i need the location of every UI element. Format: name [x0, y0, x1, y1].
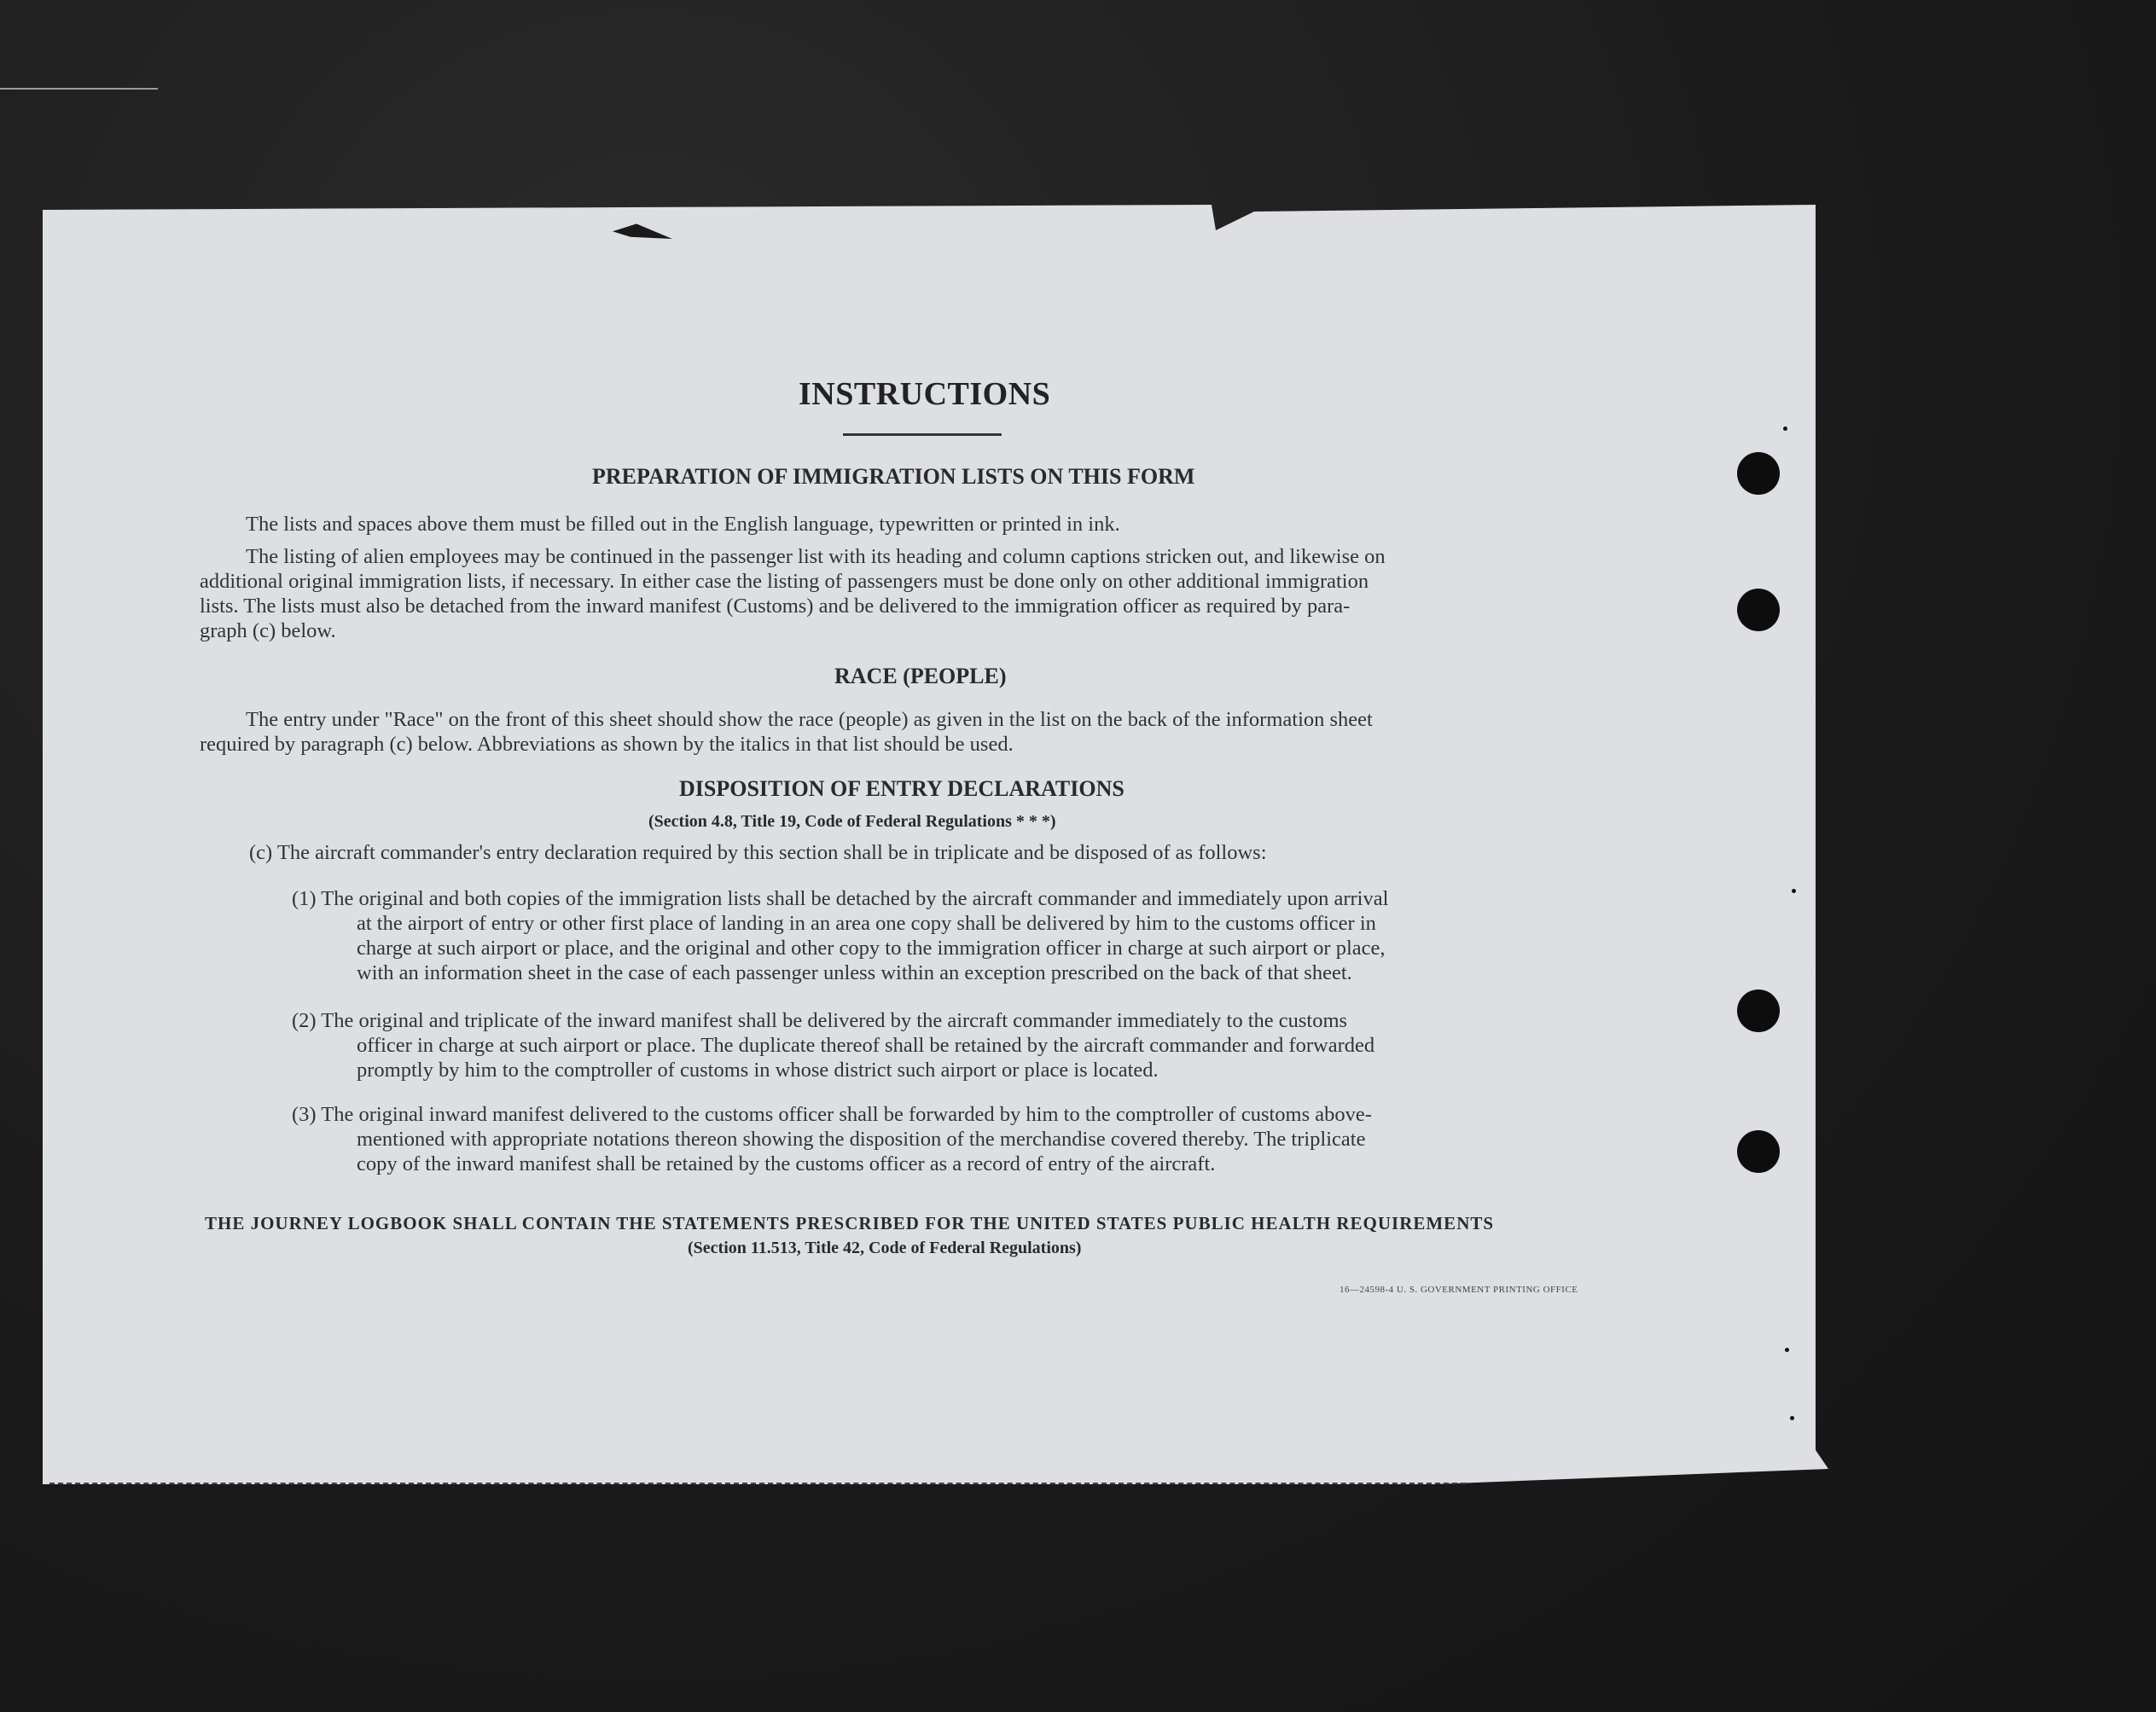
paragraph-alien-line-2: additional original immigration lists, if necessary. In either case the listing of passengers must be done only on other additional immigration: [200, 570, 1369, 593]
footer-statement: THE JOURNEY LOGBOOK SHALL CONTAIN THE STATEMENTS PRESCRIBED FOR THE UNITED STATES PUBLIC HEALTH REQUIREMENTS: [205, 1213, 1495, 1233]
paragraph-lists-language: The lists and spaces above them must be filled out in the English language, typewritten or printed in ink.: [246, 513, 1120, 536]
paragraph-alien-line-1: The listing of alien employees may be continued in the passenger list with its heading and column captions stricken out, and likewise on: [246, 545, 1386, 568]
page-title: INSTRUCTIONS: [799, 376, 1051, 412]
paragraph-disposition-intro: (c) The aircraft commander's entry declaration required by this section shall be in triplicate and be disposed of as follows:: [249, 841, 1267, 864]
section-citation: (Section 4.8, Title 19, Code of Federal Regulations * * *): [648, 812, 1056, 831]
paragraph-alien-line-3: lists. The lists must also be detached from the inward manifest (Customs) and be delivered to the immigration officer as required by para-: [200, 595, 1351, 618]
item-1-line-2: at the airport of entry or other first place of landing in an area one copy shall be delivered by him to the customs officer in: [357, 912, 1376, 935]
section-heading-disposition: DISPOSITION OF ENTRY DECLARATIONS: [679, 776, 1124, 801]
paragraph-race-line-1: The entry under "Race" on the front of this sheet should show the race (people) as given in the list on the back of the information sheet: [246, 708, 1373, 731]
item-1-line-1: (1) The original and both copies of the immigration lists shall be detached by the aircraft commander and immediately upon arrival: [292, 887, 1389, 910]
item-3-line-2: mentioned with appropriate notations thereon showing the disposition of the merchandise covered thereby. The triplicate: [357, 1128, 1366, 1151]
item-1-line-3: charge at such airport or place, and the original and other copy to the immigration officer in charge at such airport or place,: [357, 937, 1386, 960]
title-underline: [843, 433, 1002, 436]
section-heading-preparation: PREPARATION OF IMMIGRATION LISTS ON THIS FORM: [592, 464, 1195, 489]
item-3-line-3: copy of the inward manifest shall be retained by the customs officer as a record of entry of the aircraft.: [357, 1152, 1216, 1175]
footer-citation: (Section 11.513, Title 42, Code of Federal Regulations): [688, 1239, 1082, 1257]
paragraph-alien-line-4: graph (c) below.: [200, 619, 336, 642]
item-2-line-3: promptly by him to the comptroller of customs in whose district such airport or place is located.: [357, 1059, 1159, 1082]
printing-office-mark: 16—24598-4 U. S. GOVERNMENT PRINTING OFFICE: [1340, 1285, 1578, 1295]
section-heading-race: RACE (PEOPLE): [834, 664, 1007, 688]
paragraph-race-line-2: required by paragraph (c) below. Abbreviations as shown by the italics in that list should be used.: [200, 733, 1014, 756]
item-1-line-4: with an information sheet in the case of each passenger unless within an exception prescribed on the back of that sheet.: [357, 961, 1352, 984]
item-2-line-1: (2) The original and triplicate of the inward manifest shall be delivered by the aircraft commander immediately to the customs: [292, 1009, 1348, 1032]
item-2-line-2: officer in charge at such airport or place. The duplicate thereof shall be retained by the aircraft commander and forwarded: [357, 1034, 1375, 1057]
item-3-line-1: (3) The original inward manifest delivered to the customs officer shall be forwarded by him to the comptroller of customs above-: [292, 1103, 1372, 1126]
